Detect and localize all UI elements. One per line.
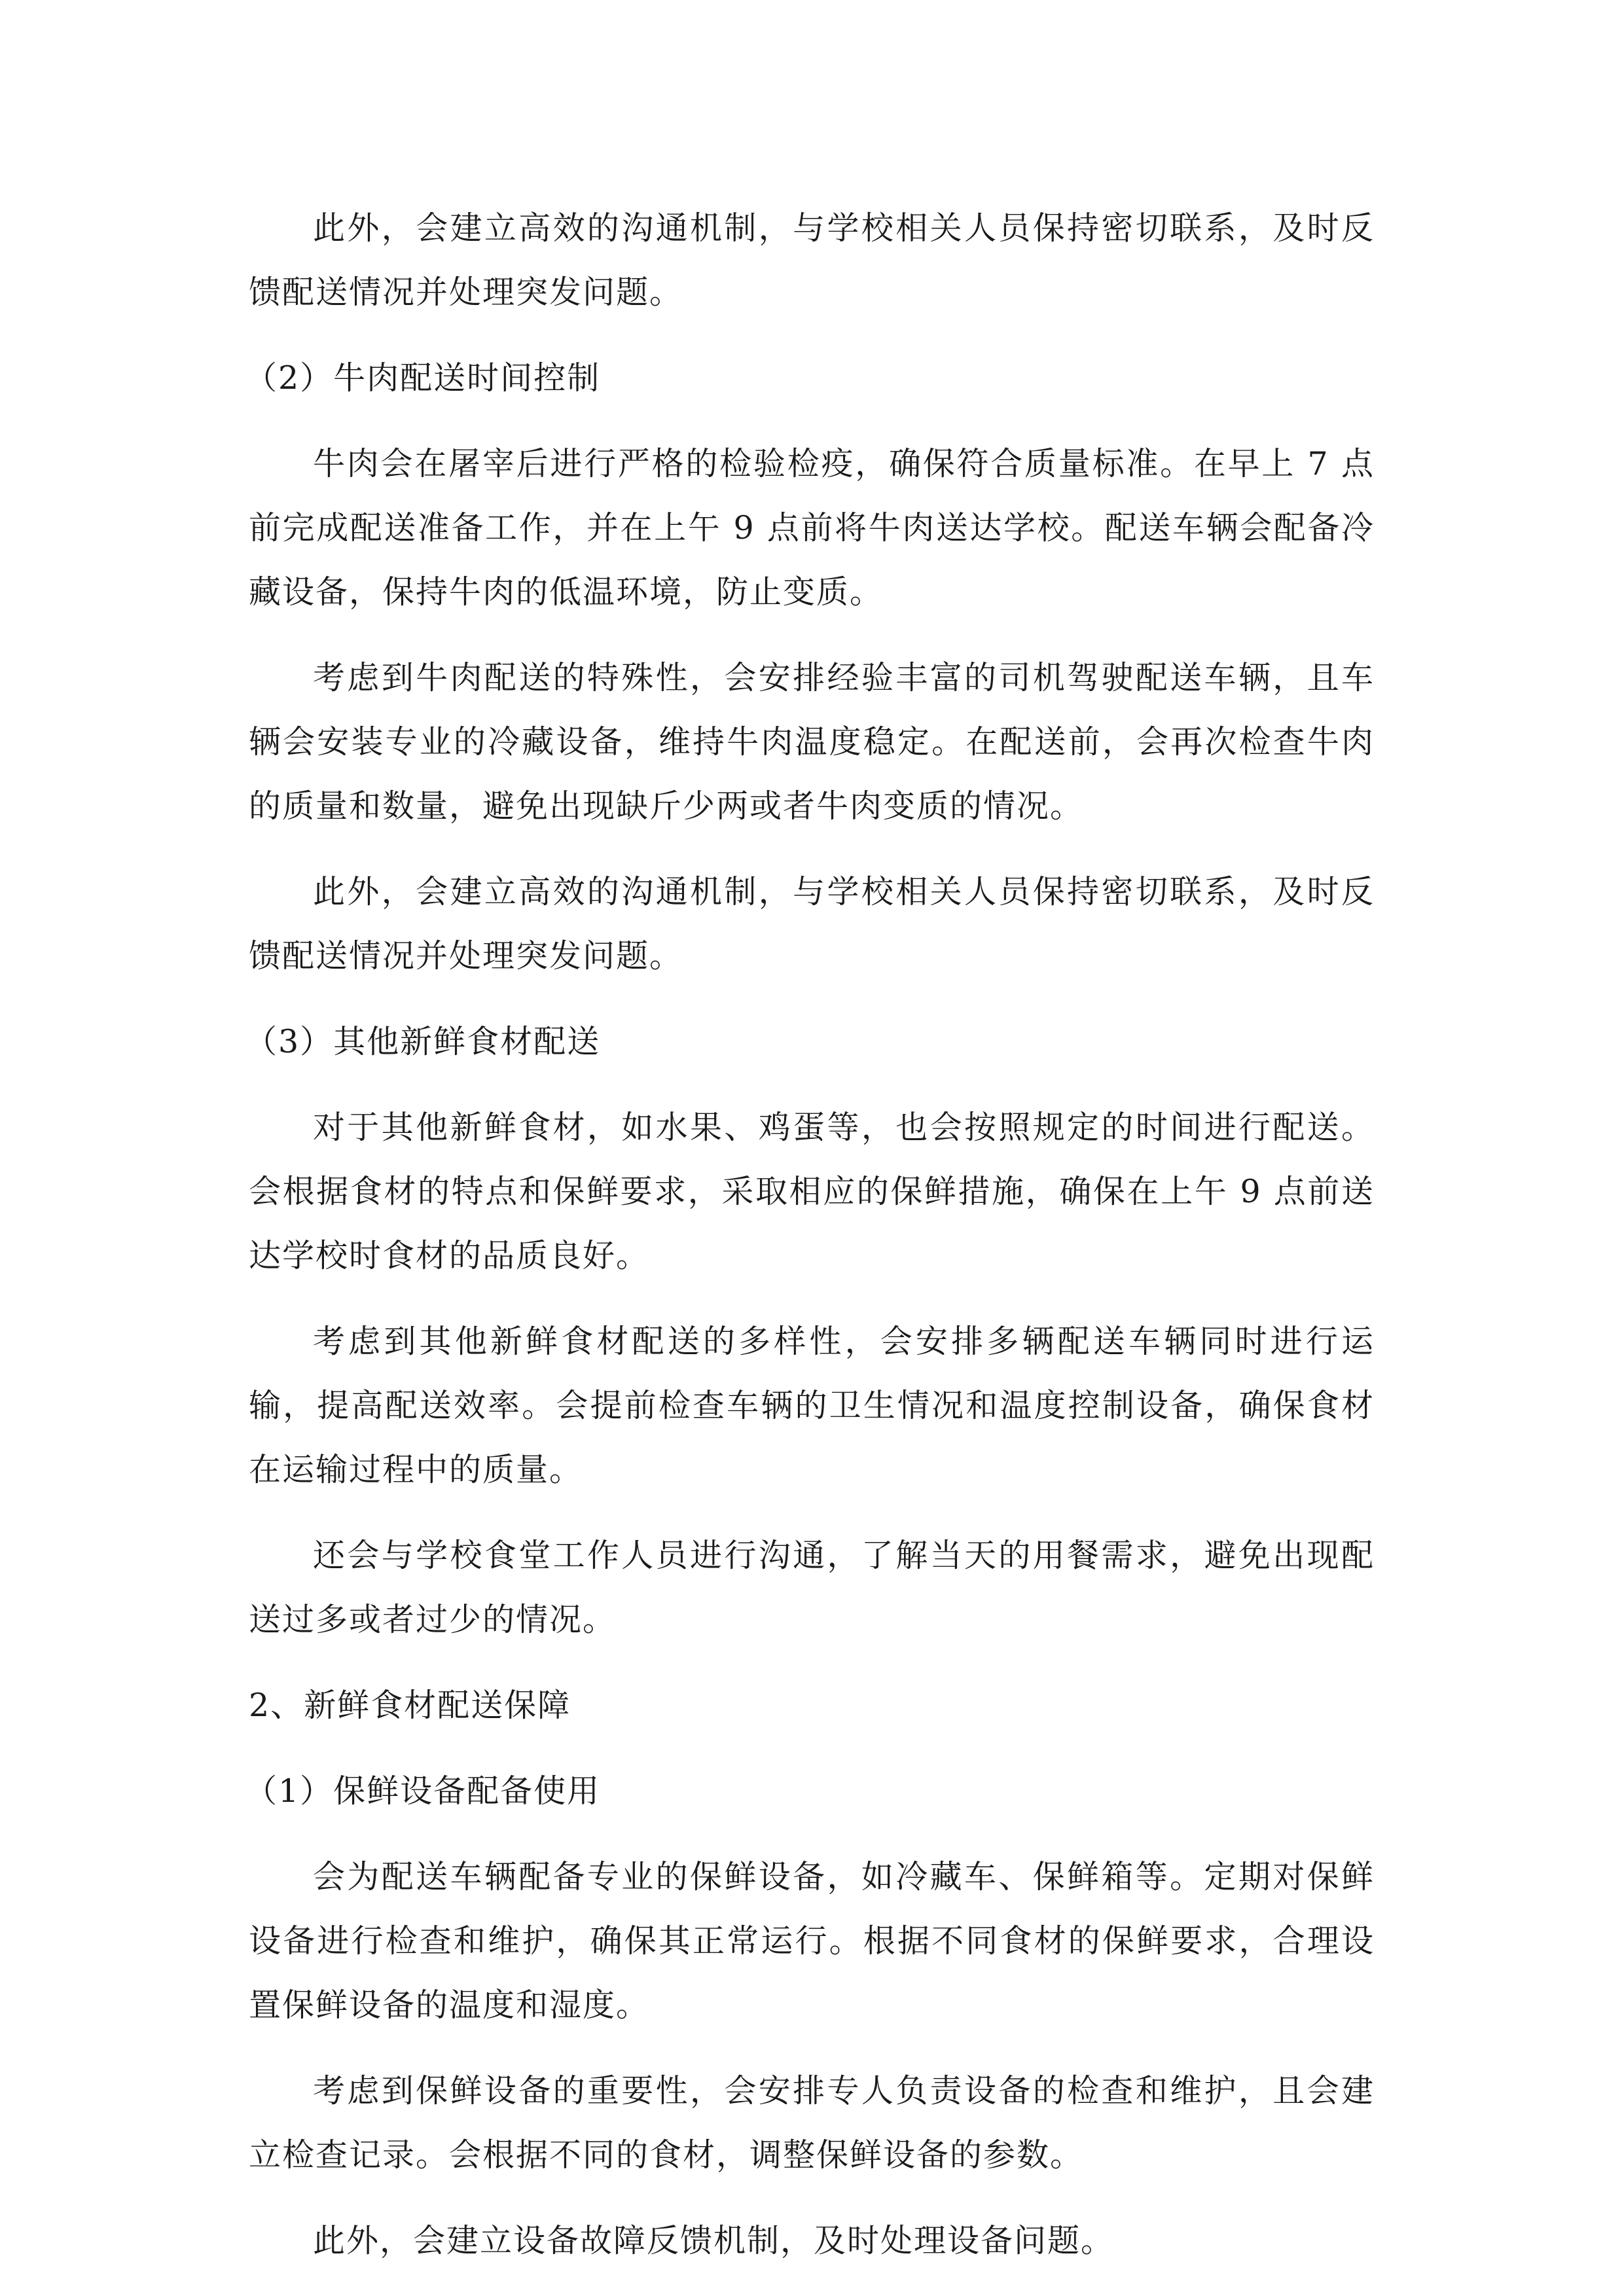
subheading-beef-delivery: （2）牛肉配送时间控制 <box>245 359 601 397</box>
paragraph-beef-special: 考虑到牛肉配送的特殊性，会安排经验丰富的司机驾驶配送车辆，且车辆会安装专业的冷藏设备，维持牛肉温度稳定。在配送前，会再次检查牛肉的质量和数量，避免出现缺斤少两或者牛肉变质的情况。 <box>249 659 1375 825</box>
subheading-fresh-equipment: （1）保鲜设备配备使用 <box>245 1772 601 1810</box>
paragraph-communication-1: 此外，会建立高效的沟通机制，与学校相关人员保持密切联系，及时反馈配送情况并处理突发问题。 <box>249 209 1375 311</box>
paragraph-equipment-fault: 此外，会建立设备故障反馈机制，及时处理设备问题。 <box>313 2222 1115 2259</box>
paragraph-communication-2: 此外，会建立高效的沟通机制，与学校相关人员保持密切联系，及时反馈配送情况并处理突发问题。 <box>249 873 1375 975</box>
subheading-other-food: （3）其他新鲜食材配送 <box>245 1023 601 1060</box>
paragraph-equipment-maintenance: 会为配送车辆配备专业的保鲜设备，如冷藏车、保鲜箱等。定期对保鲜设备进行检查和维护，确保其正常运行。根据不同食材的保鲜要求，合理设置保鲜设备的温度和湿度。 <box>249 1858 1375 2024</box>
paragraph-other-food-vehicles: 考虑到其他新鲜食材配送的多样性，会安排多辆配送车辆同时进行运输，提高配送效率。会提前检查车辆的卫生情况和温度控制设备，确保食材在运输过程中的质量。 <box>249 1323 1375 1488</box>
section-heading-guarantee: 2、新鲜食材配送保障 <box>249 1687 571 1724</box>
paragraph-equipment-inspection: 考虑到保鲜设备的重要性，会安排专人负责设备的检查和维护，且会建立检查记录。会根据不同的食材，调整保鲜设备的参数。 <box>249 2072 1375 2174</box>
paragraph-beef-inspection: 牛肉会在屠宰后进行严格的检验检疫，确保符合质量标准。在早上 7 点前完成配送准备工作，并在上午 9 点前将牛肉送达学校。配送车辆会配备冷藏设备，保持牛肉的低温环境，防止变质。 <box>249 445 1375 611</box>
paragraph-other-food-schedule: 对于其他新鲜食材，如水果、鸡蛋等，也会按照规定的时间进行配送。会根据食材的特点和保鲜要求，采取相应的保鲜措施，确保在上午 9 点前送达学校时食材的品质良好。 <box>249 1109 1375 1274</box>
document-page <box>245 196 1375 2295</box>
paragraph-canteen-communication: 还会与学校食堂工作人员进行沟通，了解当天的用餐需求，避免出现配送过多或者过少的情况。 <box>249 1537 1375 1638</box>
